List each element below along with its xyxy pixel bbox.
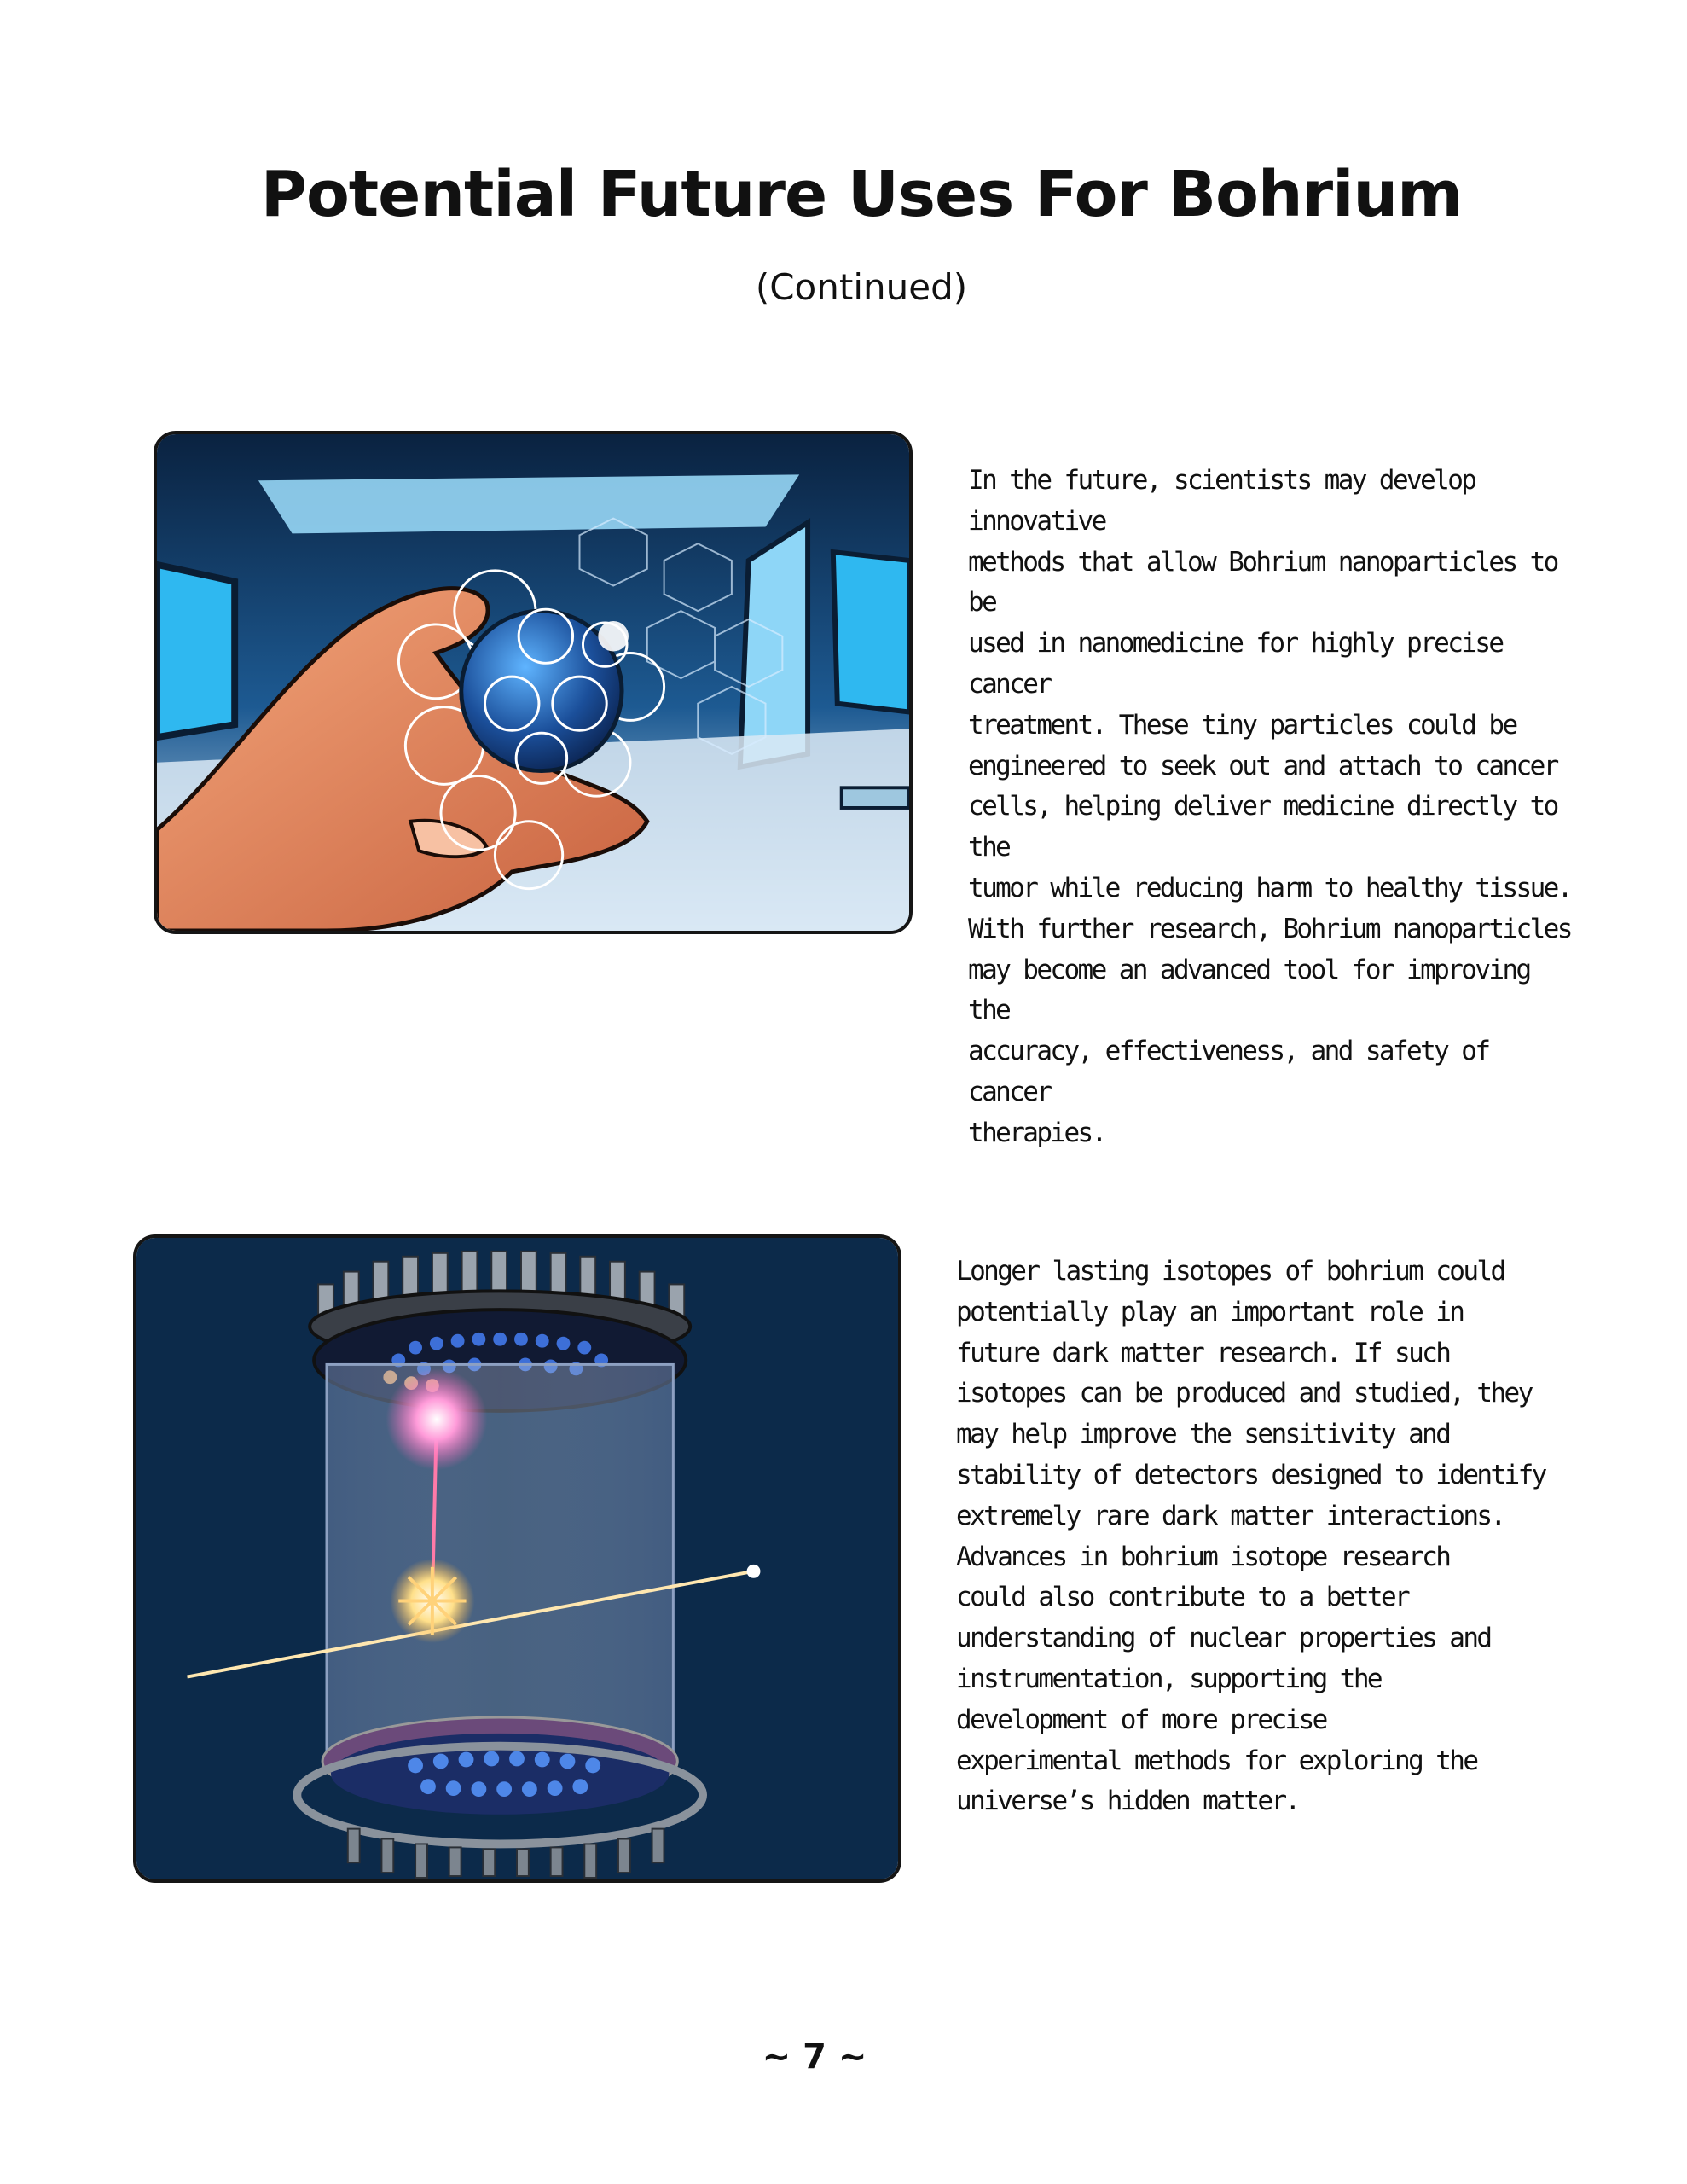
hand-holding-nanomedicine-icon (157, 434, 909, 931)
dark-matter-paragraph: Longer lasting isotopes of bohrium could potentially play an important role in future dark matter research. If such isotopes can be produced and studied, they may help improve the sensitivity and stability of detectors designed to identify extremely rare dark matter interactions. Advances in bohrium isotope research could also contribute to a better understanding of nuclear properties and instrumentation, supporting the development of more precise experimental methods for exploring the universe’s hidden matter. (956, 1256, 1545, 1817)
page-subtitle: (Continued) (755, 266, 968, 308)
dark-matter-detector-illustration (133, 1234, 901, 1883)
nanomedicine-paragraph: In the future, scientists may develop innovative methods that allow Bohrium nanoparticles to be used in nanomedicine for highly precise cancer treatment. These tiny particles could be engineered to seek out and attach to cancer cells, helping deliver medicine directly to the tumor while reducing harm to healthy tissue. With further research, Bohrium nanoparticles may become an advanced tool for improving the accuracy, effectiveness, and safety of cancer therapies. (968, 465, 1571, 1148)
nanomedicine-illustration (154, 431, 913, 934)
page-title: Potential Future Uses For Bohrium (260, 158, 1463, 231)
dark-matter-detector-icon (136, 1238, 898, 1879)
page-number: ~ 7 ~ (762, 2037, 867, 2077)
